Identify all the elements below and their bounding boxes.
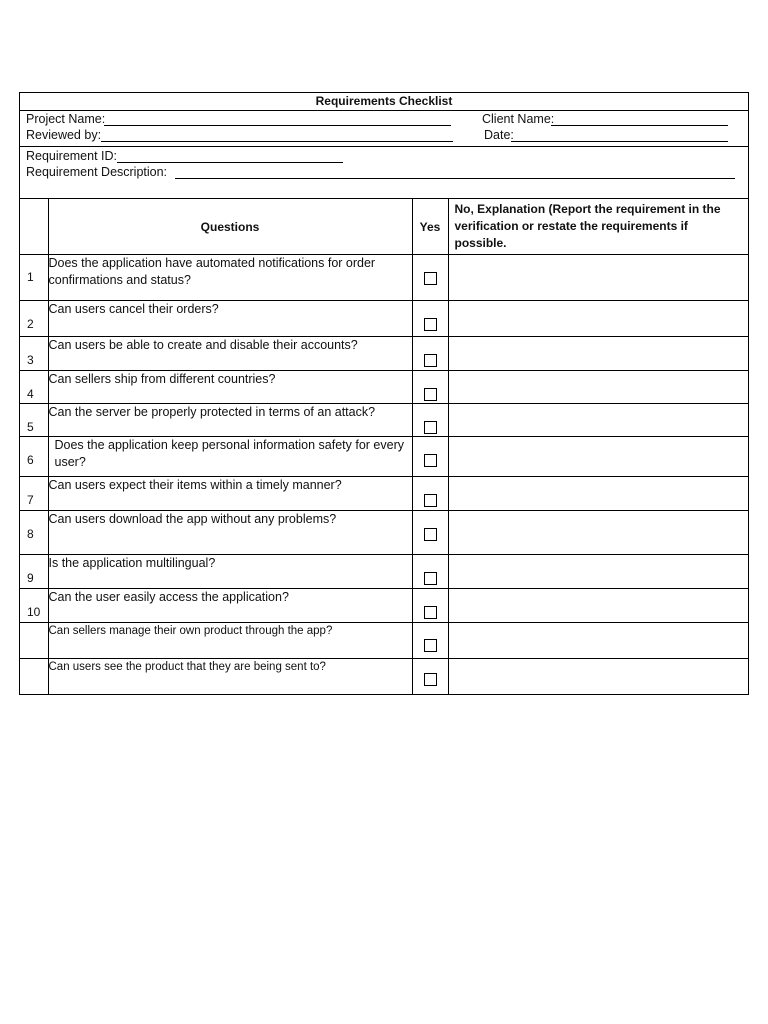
yes-cell bbox=[412, 477, 448, 511]
yes-cell bbox=[412, 659, 448, 694]
requirement-id-field[interactable] bbox=[117, 162, 343, 163]
question-text: Is the application multilingual? bbox=[48, 555, 412, 589]
explanation-cell[interactable] bbox=[448, 555, 748, 589]
yes-checkbox[interactable] bbox=[424, 606, 437, 619]
row-number: 2 bbox=[27, 317, 34, 331]
yes-checkbox[interactable] bbox=[424, 388, 437, 401]
row-number: 7 bbox=[27, 493, 34, 507]
yes-checkbox[interactable] bbox=[424, 572, 437, 585]
header-questions: Questions bbox=[48, 199, 412, 255]
project-name-label: Project Name: bbox=[26, 112, 106, 126]
question-text: Can users be able to create and disable their accounts? bbox=[48, 337, 412, 371]
question-text: Can the server be properly protected in terms of an attack? bbox=[48, 404, 412, 437]
table-row bbox=[20, 623, 748, 659]
project-info-block bbox=[20, 111, 748, 147]
yes-checkbox[interactable] bbox=[424, 639, 437, 652]
requirement-description-field[interactable] bbox=[175, 178, 735, 179]
date-field[interactable] bbox=[511, 141, 728, 142]
yes-cell bbox=[412, 337, 448, 371]
header-number-cell bbox=[20, 199, 48, 255]
explanation-cell[interactable] bbox=[448, 589, 748, 623]
yes-cell bbox=[412, 371, 448, 404]
table-header-row bbox=[20, 199, 748, 255]
explanation-cell[interactable] bbox=[448, 511, 748, 555]
explanation-cell[interactable] bbox=[448, 404, 748, 437]
yes-checkbox[interactable] bbox=[424, 272, 437, 285]
yes-checkbox[interactable] bbox=[424, 454, 437, 467]
table-row bbox=[20, 555, 748, 589]
header-no-explanation: No, Explanation (Report the requirement in the verification or restate the requirements if possible. bbox=[448, 199, 748, 255]
project-name-field[interactable] bbox=[104, 125, 451, 126]
explanation-cell[interactable] bbox=[448, 371, 748, 404]
yes-cell bbox=[412, 511, 448, 555]
question-text: Can the user easily access the application? bbox=[48, 589, 412, 623]
requirement-description-label: Requirement Description: bbox=[26, 165, 168, 179]
table-row bbox=[20, 659, 748, 694]
requirement-id-label: Requirement ID: bbox=[26, 149, 118, 163]
yes-checkbox[interactable] bbox=[424, 318, 437, 331]
reviewed-by-label: Reviewed by: bbox=[26, 128, 102, 142]
explanation-cell[interactable] bbox=[448, 659, 748, 694]
question-text: Can sellers manage their own product through the app? bbox=[48, 623, 412, 659]
yes-checkbox[interactable] bbox=[424, 673, 437, 686]
yes-checkbox[interactable] bbox=[424, 494, 437, 507]
table-row bbox=[20, 337, 748, 371]
question-text: Can users download the app without any problems? bbox=[48, 511, 412, 555]
row-number: 10 bbox=[27, 605, 41, 619]
requirement-info-block bbox=[20, 147, 748, 199]
question-text: Does the application have automated notifications for order confirmations and status? bbox=[48, 255, 412, 301]
questions-table bbox=[20, 199, 748, 694]
yes-cell bbox=[412, 623, 448, 659]
question-text: Can users expect their items within a timely manner? bbox=[48, 477, 412, 511]
row-number: 5 bbox=[27, 420, 34, 434]
explanation-cell[interactable] bbox=[448, 337, 748, 371]
yes-cell bbox=[412, 589, 448, 623]
question-text: Can users cancel their orders? bbox=[48, 301, 412, 337]
yes-cell bbox=[412, 437, 448, 477]
yes-cell bbox=[412, 301, 448, 337]
yes-cell bbox=[412, 255, 448, 301]
explanation-cell[interactable] bbox=[448, 301, 748, 337]
table-row bbox=[20, 589, 748, 623]
explanation-cell[interactable] bbox=[448, 255, 748, 301]
table-row bbox=[20, 371, 748, 404]
yes-cell bbox=[412, 555, 448, 589]
table-row bbox=[20, 477, 748, 511]
checklist-title: Requirements Checklist bbox=[20, 93, 748, 111]
header-yes: Yes bbox=[412, 199, 448, 255]
yes-checkbox[interactable] bbox=[424, 421, 437, 434]
table-row bbox=[20, 255, 748, 301]
table-row bbox=[20, 511, 748, 555]
yes-checkbox[interactable] bbox=[424, 528, 437, 541]
date-label: Date: bbox=[484, 128, 514, 142]
table-row bbox=[20, 437, 748, 477]
table-row bbox=[20, 404, 748, 437]
row-number: 8 bbox=[27, 527, 34, 541]
question-text: Can users see the product that they are being sent to? bbox=[48, 659, 412, 694]
explanation-cell[interactable] bbox=[448, 477, 748, 511]
row-number: 3 bbox=[27, 353, 34, 367]
yes-checkbox[interactable] bbox=[424, 354, 437, 367]
row-number: 1 bbox=[27, 270, 34, 284]
row-number: 6 bbox=[27, 453, 34, 467]
client-name-label: Client Name: bbox=[482, 112, 555, 126]
requirements-checklist-form bbox=[19, 92, 749, 695]
table-row bbox=[20, 301, 748, 337]
question-text: Does the application keep personal information safety for every user? bbox=[48, 437, 412, 477]
reviewed-by-field[interactable] bbox=[101, 141, 453, 142]
explanation-cell[interactable] bbox=[448, 437, 748, 477]
row-number: 4 bbox=[27, 387, 34, 401]
client-name-field[interactable] bbox=[551, 125, 728, 126]
question-text: Can sellers ship from different countries? bbox=[48, 371, 412, 404]
explanation-cell[interactable] bbox=[448, 623, 748, 659]
yes-cell bbox=[412, 404, 448, 437]
row-number: 9 bbox=[27, 571, 34, 585]
